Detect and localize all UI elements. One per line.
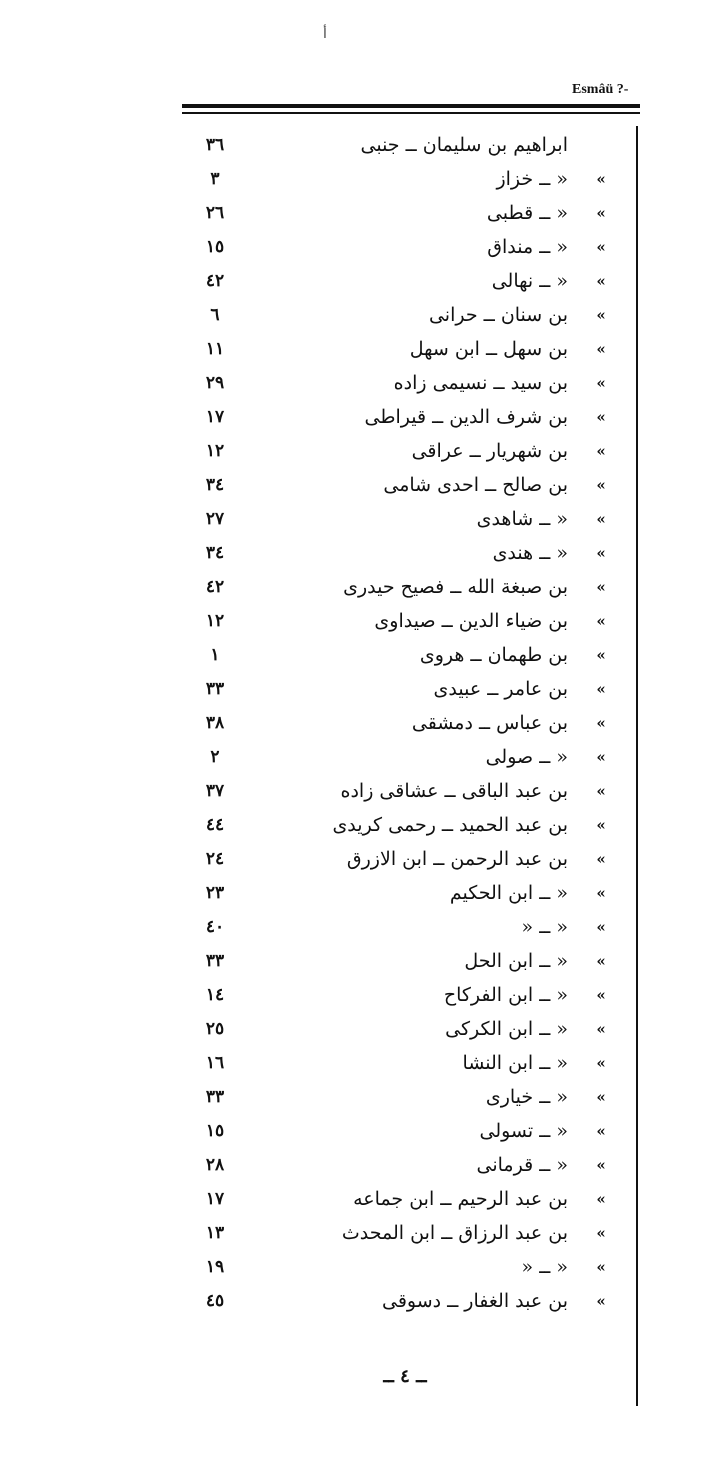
ditto-mark: « xyxy=(596,544,606,562)
ditto-mark: « xyxy=(596,1020,606,1038)
page-number: ٣٨ xyxy=(205,713,225,733)
page-number: ٣ xyxy=(210,169,220,189)
page-number: ١١ xyxy=(205,339,225,359)
page-number: ٢٩ xyxy=(205,373,225,393)
ditto-mark: « xyxy=(596,272,606,290)
index-row xyxy=(0,196,704,230)
entry-name: بن سيد ــ نسيمى زاده xyxy=(393,372,568,394)
page-number: ٢ xyxy=(210,747,220,767)
ditto-mark: « xyxy=(596,578,606,596)
entry-name: بن عبد الرحيم ــ ابن جماعه xyxy=(353,1188,568,1210)
ditto-mark: « xyxy=(596,986,606,1004)
entry-name: « ــ نهالى xyxy=(491,270,568,292)
index-row xyxy=(0,502,704,536)
page-number: ٣٣ xyxy=(205,1087,225,1107)
ditto-mark: « xyxy=(596,442,606,460)
index-row xyxy=(0,162,704,196)
entry-name: بن عباس ــ دمشقى xyxy=(411,712,568,734)
ditto-mark: « xyxy=(596,1258,606,1276)
entry-name: « ــ خزاز xyxy=(496,168,568,190)
index-row xyxy=(0,298,704,332)
ditto-mark: « xyxy=(596,1190,606,1208)
ditto-mark: « xyxy=(596,646,606,664)
ditto-mark: « xyxy=(596,1292,606,1310)
index-row xyxy=(0,536,704,570)
ditto-mark: « xyxy=(596,1224,606,1242)
page-number: ١٢ xyxy=(205,441,225,461)
ditto-mark: « xyxy=(596,170,606,188)
index-row xyxy=(0,400,704,434)
ditto-mark: « xyxy=(596,340,606,358)
index-row xyxy=(0,672,704,706)
entry-name: « ــ ابن النشا xyxy=(462,1052,568,1074)
header-rule-thick xyxy=(182,104,640,108)
entry-name: بن صالح ــ احدى شامى xyxy=(383,474,568,496)
index-row xyxy=(0,468,704,502)
index-row xyxy=(0,230,704,264)
ditto-mark: « xyxy=(596,238,606,256)
index-row xyxy=(0,1250,704,1284)
ditto-mark: « xyxy=(596,1156,606,1174)
page-number: ٢٨ xyxy=(205,1155,225,1175)
ditto-mark: « xyxy=(596,374,606,392)
entry-name: « ــ هندى xyxy=(492,542,568,564)
entry-name: « ــ ابن الكركى xyxy=(445,1018,568,1040)
ditto-mark: « xyxy=(596,918,606,936)
ditto-mark: « xyxy=(596,816,606,834)
index-row xyxy=(0,876,704,910)
index-row xyxy=(0,434,704,468)
index-row xyxy=(0,638,704,672)
entry-name: بن ضياء الدين ــ صيداوى xyxy=(374,610,568,632)
entry-name: « ــ « xyxy=(521,916,568,938)
entry-name: « ــ شاهدى xyxy=(476,508,568,530)
ditto-mark: « xyxy=(596,1088,606,1106)
entry-name: « ــ « xyxy=(521,1256,568,1278)
header-rule-thin xyxy=(182,112,640,114)
ditto-mark: « xyxy=(596,612,606,630)
page-number: ١ xyxy=(210,645,220,665)
entry-name: بن شرف الدين ــ قيراطى xyxy=(364,406,568,428)
entry-name: بن سهل ــ ابن سهل xyxy=(409,338,568,360)
ditto-mark: « xyxy=(596,782,606,800)
index-row xyxy=(0,128,704,162)
ditto-mark: « xyxy=(596,850,606,868)
entry-name: بن طهمان ــ هروى xyxy=(419,644,568,666)
entry-name: « ــ قرمانى xyxy=(476,1154,568,1176)
index-row xyxy=(0,1148,704,1182)
index-row xyxy=(0,1114,704,1148)
ditto-mark: « xyxy=(596,714,606,732)
page-number: ٤٢ xyxy=(205,577,225,597)
page-number: ٣٣ xyxy=(205,951,225,971)
entry-name: بن شهريار ــ عراقى xyxy=(411,440,568,462)
entry-name: « ــ قطبى xyxy=(486,202,568,224)
index-row xyxy=(0,366,704,400)
page-number: ١٣ xyxy=(205,1223,225,1243)
ditto-mark: « xyxy=(596,204,606,222)
index-row xyxy=(0,910,704,944)
index-row xyxy=(0,604,704,638)
page-number: ١٧ xyxy=(205,1189,225,1209)
ditto-mark: « xyxy=(596,952,606,970)
index-row xyxy=(0,774,704,808)
entry-name: بن عامر ــ عبيدى xyxy=(433,678,568,700)
top-mark: أ xyxy=(323,26,327,42)
ditto-mark: « xyxy=(596,1054,606,1072)
page-number: ١٦ xyxy=(205,1053,225,1073)
index-row xyxy=(0,706,704,740)
entry-name: بن عبد الباقى ــ عشاقى زاده xyxy=(340,780,568,802)
index-row xyxy=(0,264,704,298)
page-number: ٢٧ xyxy=(205,509,225,529)
ditto-mark: « xyxy=(596,1122,606,1140)
page-number: ٤٤ xyxy=(205,815,225,835)
entry-name: « ــ منداق xyxy=(487,236,568,258)
ditto-mark: « xyxy=(596,748,606,766)
index-row xyxy=(0,740,704,774)
index-row xyxy=(0,944,704,978)
ditto-mark: « xyxy=(596,680,606,698)
page-number: ١٥ xyxy=(205,237,225,257)
entry-name: « ــ ابن الفركاح xyxy=(443,984,568,1006)
index-row xyxy=(0,332,704,366)
page-number: ٢٥ xyxy=(205,1019,225,1039)
entry-name: « ــ خيارى xyxy=(485,1086,568,1108)
ditto-mark: « xyxy=(596,510,606,528)
index-row xyxy=(0,1216,704,1250)
entry-name: بن صبغة الله ــ فصيح حيدرى xyxy=(343,576,568,598)
index-row xyxy=(0,1080,704,1114)
index-row xyxy=(0,1012,704,1046)
page-number: ٤٠ xyxy=(205,917,225,937)
page-number: ٣٦ xyxy=(205,135,225,155)
entry-name: « ــ صولى xyxy=(485,746,568,768)
entry-name: بن عبد الرزاق ــ ابن المحدث xyxy=(341,1222,568,1244)
page-number: ٣٤ xyxy=(205,475,225,495)
entry-name: بن عبد الغفار ــ دسوقى xyxy=(381,1290,568,1312)
ditto-mark: « xyxy=(596,476,606,494)
page-number: ٢٤ xyxy=(205,849,225,869)
page-footer: ــ ٤ ــ xyxy=(383,1366,427,1387)
entry-name: « ــ ابن الحل xyxy=(464,950,568,972)
page-number: ٦ xyxy=(210,305,220,325)
page-number: ١٤ xyxy=(205,985,225,1005)
entry-name: بن سنان ــ حرانى xyxy=(428,304,568,326)
page-number: ٤٢ xyxy=(205,271,225,291)
index-row xyxy=(0,978,704,1012)
page-number: ١٥ xyxy=(205,1121,225,1141)
entry-name: « ــ تسولى xyxy=(479,1120,568,1142)
ditto-mark: « xyxy=(596,306,606,324)
index-row xyxy=(0,808,704,842)
page-number: ٣٧ xyxy=(205,781,225,801)
page-number: ١٧ xyxy=(205,407,225,427)
index-row xyxy=(0,570,704,604)
index-row xyxy=(0,842,704,876)
page-number: ٣٤ xyxy=(205,543,225,563)
page-number: ٢٣ xyxy=(205,883,225,903)
index-row xyxy=(0,1046,704,1080)
page-number: ٤٥ xyxy=(205,1291,225,1311)
running-header: Esmâü ?- xyxy=(572,82,629,97)
entry-name: بن عبد الرحمن ــ ابن الازرق xyxy=(346,848,568,870)
page-number: ٢٦ xyxy=(205,203,225,223)
entry-name: « ــ ابن الحكيم xyxy=(449,882,568,904)
page-number: ١٩ xyxy=(205,1257,225,1277)
page-number: ٣٣ xyxy=(205,679,225,699)
ditto-mark: « xyxy=(596,884,606,902)
index-row xyxy=(0,1284,704,1318)
entry-name: بن عبد الحميد ــ رحمى كريدى xyxy=(332,814,568,836)
ditto-mark: « xyxy=(596,408,606,426)
entry-name: ابراهيم بن سليمان ــ جنبى xyxy=(360,134,568,156)
page-number: ١٢ xyxy=(205,611,225,631)
index-row xyxy=(0,1182,704,1216)
